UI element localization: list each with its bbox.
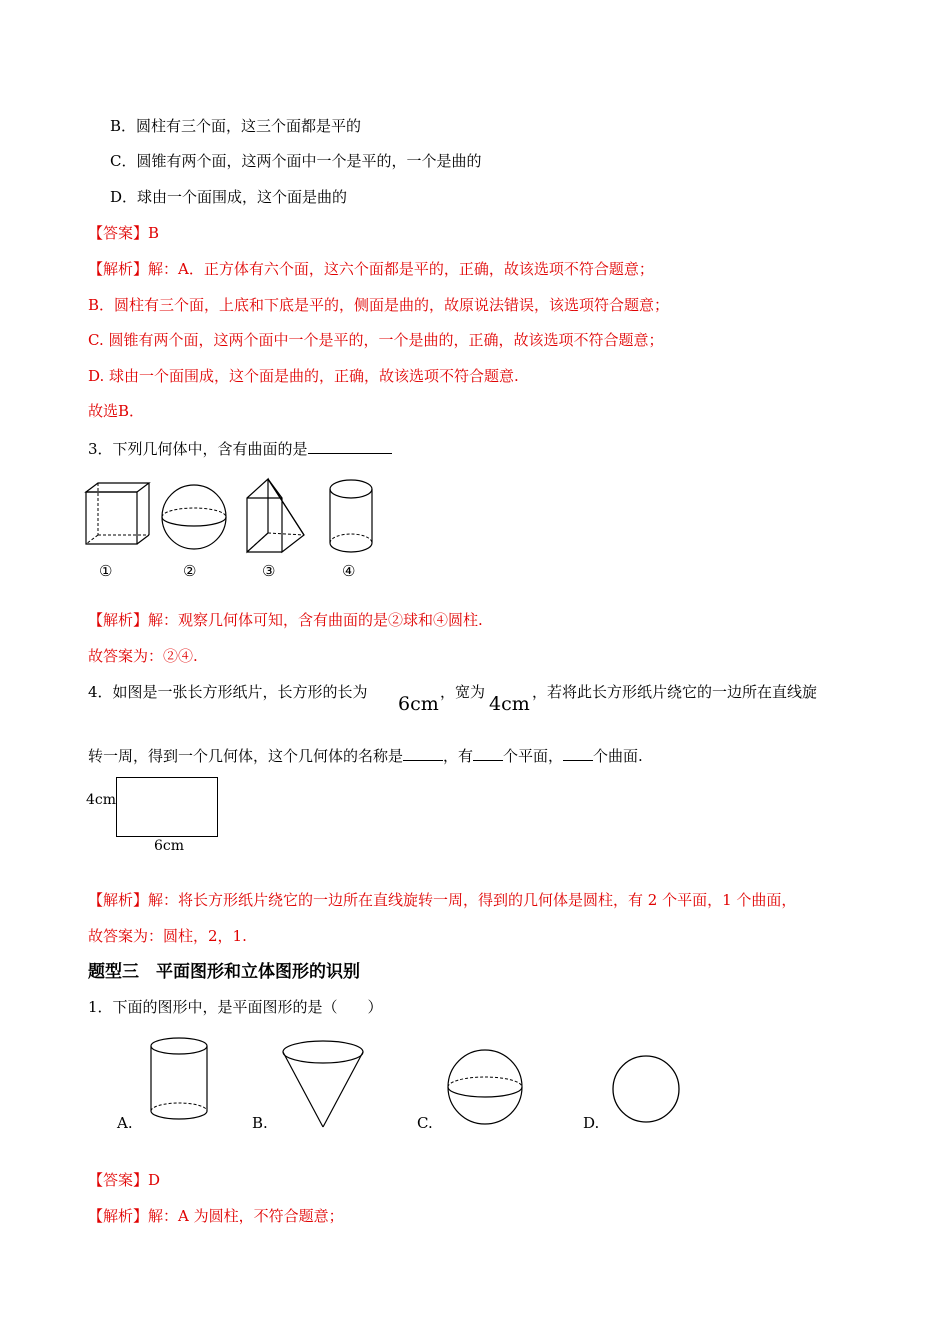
length-value: 6cm: [398, 693, 439, 715]
section-title: 题型三 平面图形和立体图形的识别: [88, 962, 360, 982]
analysis-line: 【解析】解：将长方形纸片绕它的一边所在直线旋转一周，得到的几何体是圆柱，有 2 个平面，1 个曲面，: [88, 891, 797, 909]
question-4-part3: ，若将此长方形纸片绕它的一边所在直线旋: [532, 683, 818, 701]
answer-line: 故答案为：圆柱，2，1.: [88, 927, 247, 945]
rect-side-label: 4cm: [86, 792, 117, 808]
analysis-line: 【解析】解：A 为圆柱，不符合题意；: [88, 1207, 344, 1225]
answer-blank: [473, 744, 503, 761]
figure-label: ②: [183, 562, 197, 580]
prism-figure: [244, 476, 308, 556]
question-3: [88, 437, 392, 459]
answer-blank: [308, 437, 392, 454]
question-3-text: 3．下列几何体中，含有曲面的是: [88, 440, 308, 458]
q4-text-a: 转一周，得到一个几何体，这个几何体的名称是: [88, 747, 404, 765]
option-b: B．圆柱有三个面，这三个面都是平的: [110, 117, 362, 135]
cylinder-figure: [328, 478, 376, 556]
option-c: C．圆锥有两个面，这两个面中一个是平的，一个是曲的: [110, 152, 482, 170]
figure-label: ③: [262, 562, 276, 580]
answer-blank: [563, 744, 593, 761]
option-d: D．球由一个面围成，这个面是曲的: [110, 188, 348, 206]
cube-figure: [82, 480, 154, 552]
option-a-label: A.: [117, 1114, 133, 1132]
answer-label: 【答案】D: [88, 1171, 161, 1189]
rectangle-figure: [116, 777, 218, 837]
question-4-line2: [88, 744, 643, 766]
analysis-line: B．圆柱有三个面，上底和下底是平的，侧面是曲的，故原说法错误，该选项符合题意；: [88, 296, 670, 314]
figure-label: ①: [99, 562, 113, 580]
question-4-part2: ，宽为: [440, 683, 486, 701]
circle-option-figure: [611, 1054, 683, 1126]
question-4-part1: 4．如图是一张长方形纸片，长方形的长为: [88, 683, 368, 701]
analysis-line: 故选B．: [88, 402, 145, 420]
answer-label: 【答案】B: [88, 224, 160, 242]
answer-blank: [403, 744, 443, 761]
analysis-line: C. 圆锥有两个面，这两个面中一个是平的，一个是曲的，正确，故该选项不符合题意；: [88, 331, 664, 349]
sphere-figure: [160, 482, 230, 552]
question-1: 1．下面的图形中，是平面图形的是（ ）: [88, 998, 383, 1016]
cylinder-option-figure: [149, 1037, 211, 1123]
q4-text-c: 个平面，: [503, 747, 564, 765]
figure-label: ④: [342, 562, 356, 580]
analysis-line: 【解析】解：观察几何体可知，含有曲面的是②球和④圆柱.: [88, 611, 483, 629]
option-b-label: B.: [252, 1114, 268, 1132]
rect-bottom-label: 6cm: [154, 838, 185, 854]
cone-option-figure: [282, 1039, 366, 1131]
q4-text-b: ，有: [443, 747, 474, 765]
answer-line: 故答案为：②④.: [88, 647, 198, 665]
sphere-option-figure: [447, 1049, 525, 1127]
analysis-line: D. 球由一个面围成，这个面是曲的，正确，故该选项不符合题意.: [88, 367, 519, 385]
width-value: 4cm: [489, 693, 530, 715]
analysis-line: 【解析】解：A．正方体有六个面，这六个面都是平的，正确，故该选项不符合题意；: [88, 260, 654, 278]
option-d-label: D.: [583, 1114, 600, 1132]
q4-text-d: 个曲面.: [593, 747, 643, 765]
option-c-label: C.: [417, 1114, 433, 1132]
